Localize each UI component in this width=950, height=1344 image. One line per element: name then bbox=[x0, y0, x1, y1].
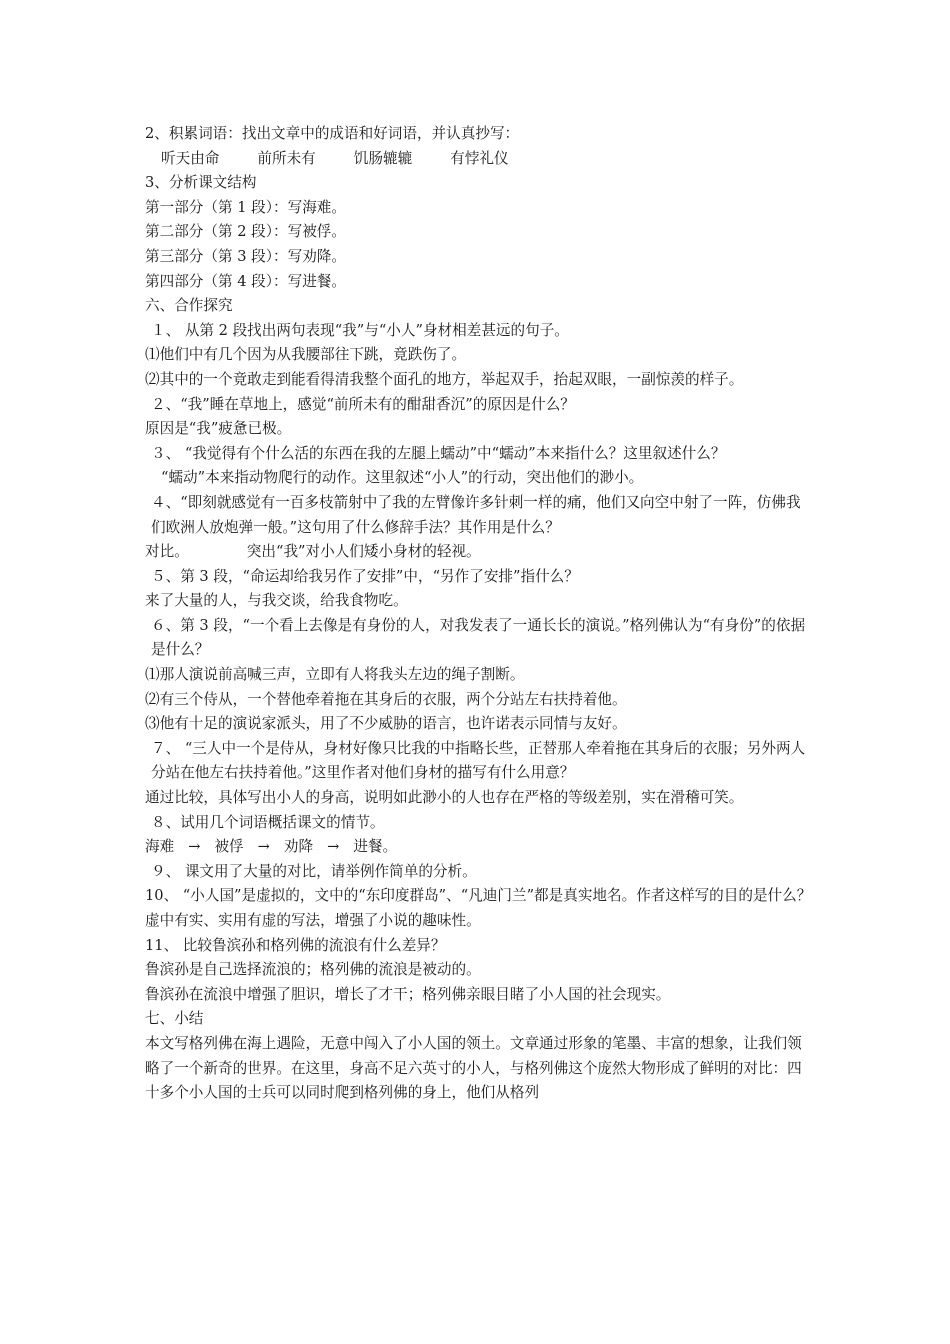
word-item: 听天由命 bbox=[161, 149, 220, 167]
question: ７、 “三人中一个是侍从，身材好像只比我的中指略长些，正替那人牵着拖在其身后的衣服；另外两人分站在他左右扶持着他。”这里作者对他们身材的描写有什么用意？ bbox=[151, 739, 806, 782]
text-line: 2、积累词语：找出文章中的成语和好词语，并认真抄写： bbox=[145, 125, 520, 142]
question: 10、 “小人国”是虚拟的，文中的“东印度群岛”、“凡迪门兰”都是真实地名。作者这样写的目的是什么？ bbox=[145, 887, 812, 905]
text-line: 第一部分（第 1 段）：写海难。 bbox=[145, 198, 346, 216]
plot-step: 进餐。 bbox=[353, 838, 398, 856]
answer: 来了大量的人，与我交谈，给我食物吃。 bbox=[145, 592, 408, 610]
section-heading: 3、分析课文结构 bbox=[145, 174, 257, 192]
question: １、 从第 2 段找出两句表现“我”与“小人”身材相差甚远的句子。 bbox=[151, 321, 569, 339]
answer: ⑴那人演说前高喊三声，立即有人将我头左边的绳子割断。 bbox=[145, 666, 525, 684]
question: ５、第 3 段，“命运却给我另作了安排”中，“另作了安排”指什么？ bbox=[151, 567, 579, 585]
question: ９、 课文用了大量的对比，请举例作简单的分析。 bbox=[151, 862, 477, 880]
arrow-icon: → bbox=[257, 838, 270, 856]
answer-part: 对比。 bbox=[145, 543, 189, 561]
text-line: 第三部分（第 3 段）：写劝降。 bbox=[145, 247, 346, 265]
answer: ⑶他有十足的演说家派头，用了不少威胁的语言，也许诺表示同情与友好。 bbox=[145, 715, 627, 733]
summary-paragraph: 本文写格列佛在海上遇险，无意中闯入了小人国的领土。文章通过形象的笔墨、丰富的想象，让我们领略了一个新奇的世界。在这里，身高不足六英寸的小人，与格列佛这个庞然大物形成了鲜明的对比：四十多个小人国的士兵可以同时爬到格列佛的身上，他们从格列 bbox=[145, 1034, 802, 1102]
text-line: 第四部分（第 4 段）：写进餐。 bbox=[145, 272, 346, 290]
question: 11、 比较鲁滨孙和格列佛的流浪有什么差异？ bbox=[145, 936, 446, 954]
word-list bbox=[145, 147, 813, 172]
answer: 鲁滨孙在流浪中增强了胆识，增长了才干；格列佛亲眼目睹了小人国的社会现实。 bbox=[145, 985, 671, 1003]
answer: ⑵有三个侍从，一个替他牵着拖在其身后的衣服，两个分站左右扶持着他。 bbox=[145, 690, 627, 708]
word-item: 有悖礼仪 bbox=[450, 149, 509, 167]
plot-step: 劝降 bbox=[283, 838, 314, 856]
answer: ⑴他们中有几个因为从我腰部往下跳，竟跌伤了。 bbox=[145, 346, 467, 364]
arrow-icon: → bbox=[327, 838, 340, 856]
question: ４、“即刻就感觉有一百多枝箭射中了我的左臂像许多针刺一样的痛，他们又向空中射了一阵，仿佛我们欧洲人放炮弹一般。”这句用了什么修辞手法？其作用是什么？ bbox=[151, 493, 801, 536]
word-item: 前所未有 bbox=[257, 149, 316, 167]
arrow-icon: → bbox=[188, 838, 201, 856]
question: ６、第 3 段，“一个看上去像是有身份的人，对我发表了一通长长的演说。”格列佛认为“有身份”的依据是什么？ bbox=[151, 616, 806, 659]
answer: 通过比较，具体写出小人的身高，说明如此渺小的人也存在严格的等级差别，实在滑稽可笑。 bbox=[145, 789, 744, 807]
plot-step: 被俘 bbox=[214, 838, 244, 856]
answer bbox=[145, 540, 813, 565]
text-line: 第二部分（第 2 段）：写被俘。 bbox=[145, 223, 346, 241]
answer: 虚中有实、实用有虚的写法，增强了小说的趣味性。 bbox=[145, 912, 481, 929]
answer: “蠕动”本来指动物爬行的动作。这里叙述“小人”的行动，突出他们的渺小。 bbox=[161, 469, 644, 487]
section-heading: 七、小结 bbox=[145, 1010, 204, 1028]
question: ３、 “我觉得有个什么活的东西在我的左腿上蠕动”中“蠕动”本来指什么？这里叙述什么？ bbox=[151, 444, 726, 462]
document-body bbox=[145, 122, 813, 1106]
question: ２、“我”睡在草地上，感觉“前所未有的酣甜香沉”的原因是什么？ bbox=[151, 395, 575, 413]
question: ８、试用几个词语概括课文的情节。 bbox=[151, 813, 385, 831]
answer: ⑵其中的一个竟敢走到能看得清我整个面孔的地方，举起双手，抬起双眼，一副惊羡的样子。 bbox=[145, 370, 744, 388]
answer: 原因是“我”疲惫已极。 bbox=[145, 420, 292, 438]
plot-flow bbox=[145, 835, 813, 860]
word-item: 饥肠辘辘 bbox=[353, 149, 413, 167]
answer-part: 突出“我”对小人们矮小身材的轻视。 bbox=[246, 543, 481, 561]
section-heading: 六、合作探究 bbox=[145, 297, 233, 315]
answer: 鲁滨孙是自己选择流浪的；格列佛的流浪是被动的。 bbox=[145, 961, 481, 979]
plot-step: 海难 bbox=[145, 838, 175, 856]
